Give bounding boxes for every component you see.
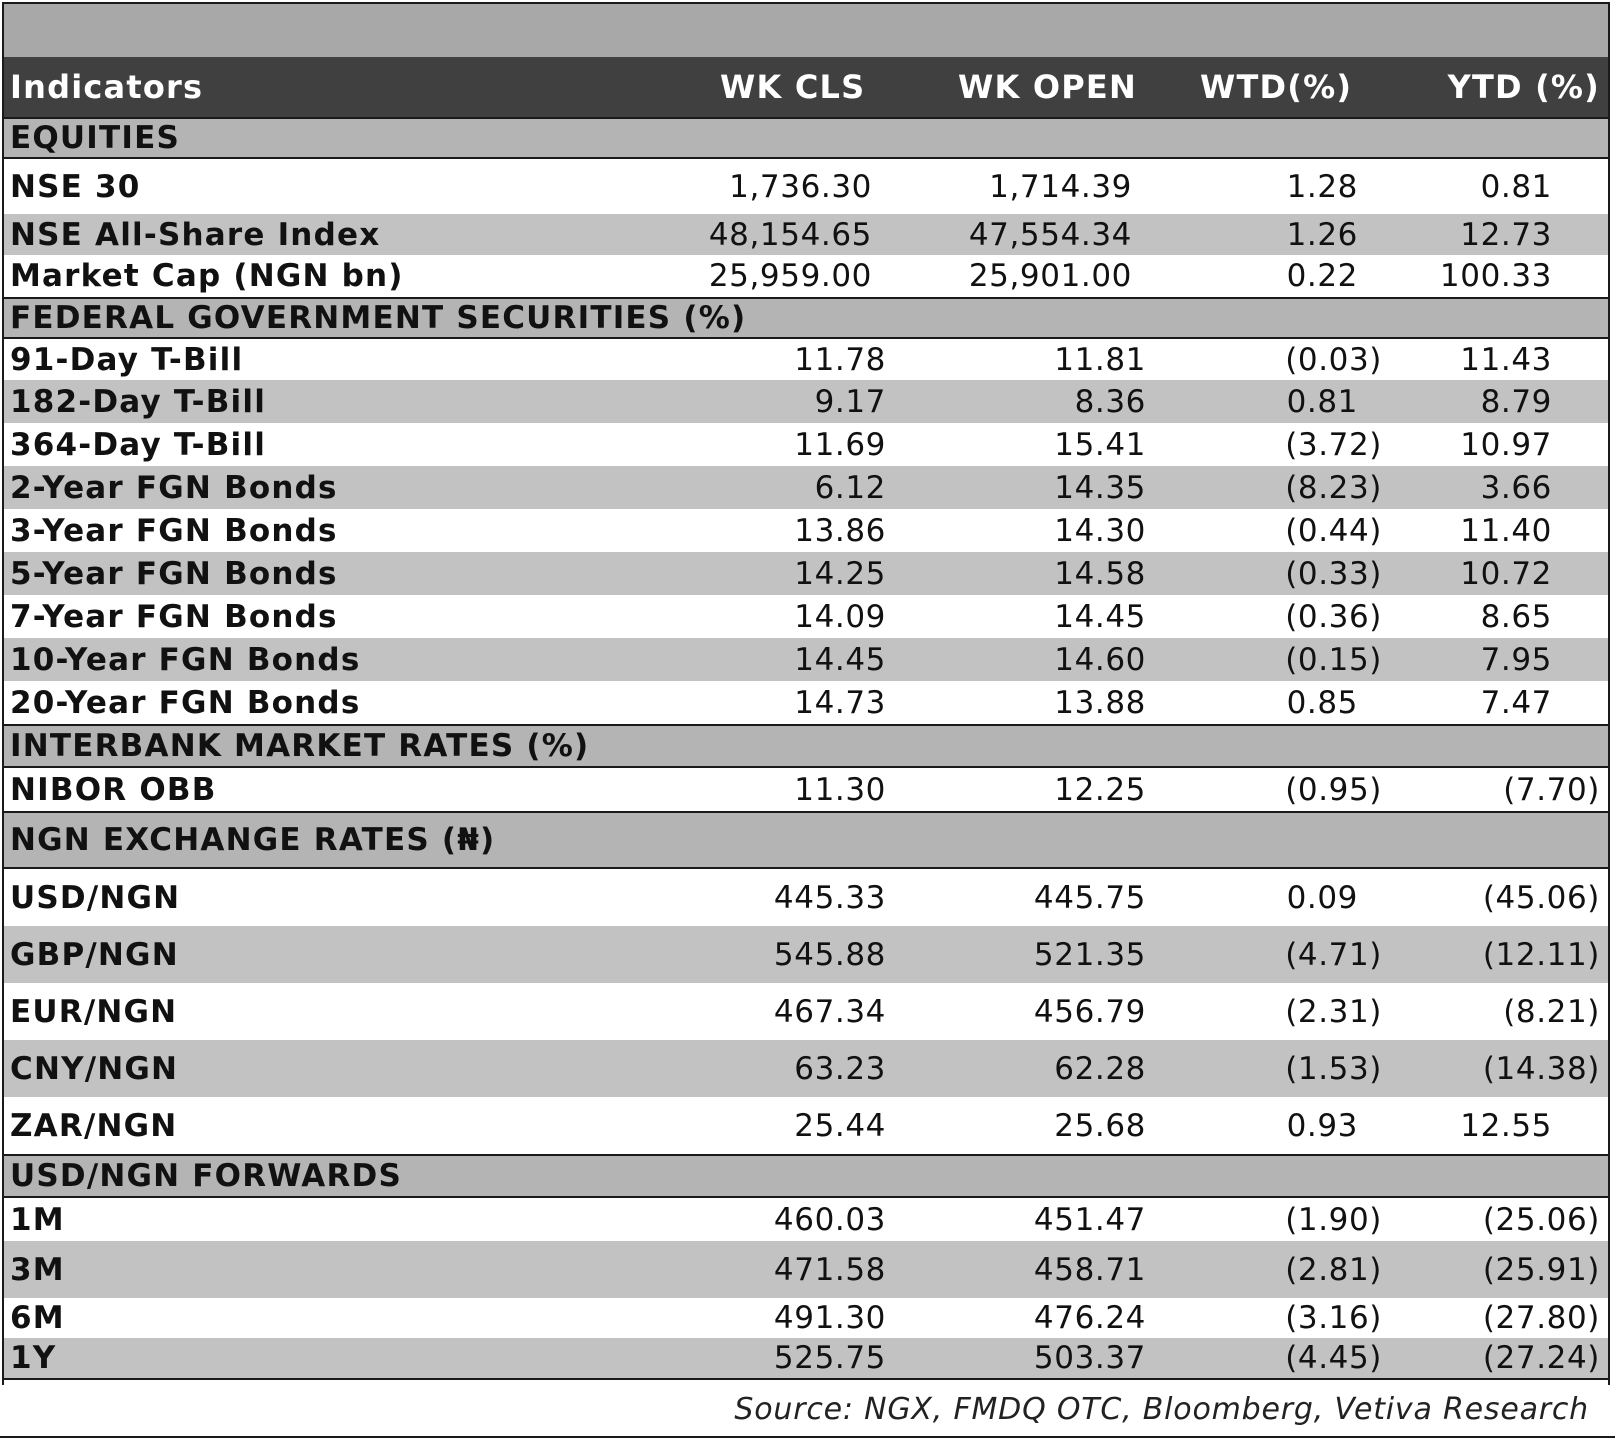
wk-open-value: 521.35 (1033, 936, 1146, 973)
header-wtd: WTD(%) (1200, 68, 1353, 106)
table-row (2, 1338, 1610, 1380)
row-label: GBP/NGN (10, 936, 179, 973)
ytd-value: (14.38) (1482, 1050, 1600, 1087)
table-row (2, 466, 1610, 509)
wk-open-value: 15.41 (1054, 426, 1146, 463)
wk-cls-value: 63.23 (794, 1050, 886, 1087)
wtd-value: (3.72) (1285, 426, 1382, 463)
ytd-value: (8.21) (1503, 993, 1600, 1030)
wk-cls-value: 25.44 (794, 1107, 886, 1144)
table-row (2, 423, 1610, 466)
bottom-rule (0, 1436, 1615, 1438)
table-row (2, 339, 1610, 380)
ytd-value: (25.06) (1482, 1201, 1600, 1238)
ytd-value: (25.91) (1482, 1251, 1600, 1288)
wtd-value: (2.81) (1285, 1251, 1382, 1288)
wk-cls-value: 471.58 (773, 1251, 886, 1288)
table-row (2, 1241, 1610, 1298)
row-label: 5-Year FGN Bonds (10, 555, 338, 592)
wtd-value: (1.53) (1285, 1050, 1382, 1087)
wk-cls-value: 14.25 (794, 555, 886, 592)
row-label: NIBOR OBB (10, 771, 217, 808)
market-indicators-table (2, 2, 1610, 1380)
ytd-value: 7.95 (1480, 641, 1552, 678)
wk-open-value: 25.68 (1054, 1107, 1146, 1144)
wtd-value: (0.95) (1285, 771, 1382, 808)
header-wk-cls: WK CLS (720, 68, 866, 106)
section-interbank-market-rates (2, 724, 1610, 768)
section-title: INTERBANK MARKET RATES (%) (10, 728, 590, 764)
wtd-value: 0.81 (1286, 383, 1358, 420)
section-ngn-exchange-rates (2, 811, 1610, 869)
row-label: EUR/NGN (10, 993, 178, 1030)
table-row (2, 1298, 1610, 1338)
section-usd-ngn-forwards (2, 1154, 1610, 1198)
table-row (2, 255, 1610, 297)
table-row (2, 768, 1610, 811)
row-label: Market Cap (NGN bn) (10, 258, 404, 294)
wk-open-value: 445.75 (1033, 879, 1146, 916)
wk-open-value: 14.35 (1054, 469, 1146, 506)
table-row (2, 159, 1610, 214)
row-label: 3-Year FGN Bonds (10, 512, 338, 549)
wtd-value: (0.36) (1285, 598, 1382, 635)
wk-open-value: 11.81 (1054, 341, 1146, 378)
ytd-value: 11.43 (1460, 341, 1552, 378)
wk-cls-value: 14.73 (794, 684, 886, 721)
ytd-value: (7.70) (1503, 771, 1600, 808)
wtd-value: (0.03) (1285, 341, 1382, 378)
table-row (2, 983, 1610, 1040)
wk-cls-value: 491.30 (773, 1300, 886, 1336)
wtd-value: 1.28 (1286, 168, 1358, 205)
wk-cls-value: 460.03 (773, 1201, 886, 1238)
row-label: NSE 30 (10, 168, 141, 205)
wk-cls-value: 545.88 (773, 936, 886, 973)
section-title: FEDERAL GOVERNMENT SECURITIES (%) (10, 300, 747, 336)
ytd-value: 7.47 (1480, 684, 1552, 721)
wtd-value: (1.90) (1285, 1201, 1382, 1238)
wk-open-value: 456.79 (1033, 993, 1146, 1030)
table-top-band (2, 2, 1610, 57)
table-row (2, 214, 1610, 255)
wk-cls-value: 48,154.65 (708, 216, 872, 253)
wtd-value: 1.26 (1286, 216, 1358, 253)
wk-cls-value: 6.12 (814, 469, 886, 506)
table-row (2, 552, 1610, 595)
wtd-value: (0.44) (1285, 512, 1382, 549)
wtd-value: (3.16) (1285, 1300, 1382, 1336)
table-row (2, 1198, 1610, 1241)
wtd-value: (8.23) (1285, 469, 1382, 506)
wk-open-value: 476.24 (1033, 1300, 1146, 1336)
wk-open-value: 14.60 (1054, 641, 1146, 678)
wk-cls-value: 525.75 (773, 1340, 886, 1376)
row-label: 364-Day T-Bill (10, 426, 267, 463)
header-ytd: YTD (%) (1447, 68, 1600, 106)
wk-open-value: 8.36 (1074, 383, 1146, 420)
source-note: Source: NGX, FMDQ OTC, Bloomberg, Vetiva Research (734, 1392, 1589, 1427)
table-row (2, 1097, 1610, 1154)
table-row (2, 926, 1610, 983)
wk-open-value: 14.30 (1054, 512, 1146, 549)
row-label: USD/NGN (10, 879, 181, 916)
wtd-value: (0.15) (1285, 641, 1382, 678)
wk-open-value: 47,554.34 (968, 216, 1132, 253)
table-row (2, 869, 1610, 926)
ytd-value: 100.33 (1439, 258, 1552, 294)
section-title: USD/NGN FORWARDS (10, 1158, 403, 1194)
section-federal-government-securities (2, 297, 1610, 339)
wtd-value: 0.22 (1286, 258, 1358, 294)
wtd-value: 0.93 (1286, 1107, 1358, 1144)
ytd-value: 8.65 (1480, 598, 1552, 635)
ytd-value: 12.73 (1460, 216, 1552, 253)
row-label: 1Y (10, 1340, 57, 1376)
wk-open-value: 14.58 (1054, 555, 1146, 592)
wk-open-value: 13.88 (1054, 684, 1146, 721)
table-row (2, 509, 1610, 552)
wk-cls-value: 445.33 (773, 879, 886, 916)
wtd-value: 0.85 (1286, 684, 1358, 721)
ytd-value: 3.66 (1480, 469, 1552, 506)
ytd-value: (27.80) (1482, 1300, 1600, 1336)
ytd-value: 10.72 (1460, 555, 1552, 592)
ytd-value: (12.11) (1482, 936, 1600, 973)
wk-open-value: 62.28 (1054, 1050, 1146, 1087)
row-label: ZAR/NGN (10, 1107, 178, 1144)
wk-cls-value: 1,736.30 (729, 168, 872, 205)
wk-cls-value: 11.30 (794, 771, 886, 808)
ytd-value: (45.06) (1482, 879, 1600, 916)
header-wk-open: WK OPEN (958, 68, 1137, 106)
ytd-value: 0.81 (1480, 168, 1552, 205)
ytd-value: 11.40 (1460, 512, 1552, 549)
wtd-value: 0.09 (1286, 879, 1358, 916)
row-label: 91-Day T-Bill (10, 341, 244, 378)
section-title: EQUITIES (10, 120, 181, 156)
wk-cls-value: 14.45 (794, 641, 886, 678)
ytd-value: 10.97 (1460, 426, 1552, 463)
wtd-value: (4.45) (1285, 1340, 1382, 1376)
wk-cls-value: 467.34 (773, 993, 886, 1030)
table-row (2, 638, 1610, 681)
table-row (2, 380, 1610, 423)
row-label: 182-Day T-Bill (10, 383, 267, 420)
wk-open-value: 458.71 (1033, 1251, 1146, 1288)
wk-open-value: 503.37 (1033, 1340, 1146, 1376)
table-left-border (2, 2, 4, 1385)
row-label: 10-Year FGN Bonds (10, 641, 361, 678)
wtd-value: (0.33) (1285, 555, 1382, 592)
table-row (2, 1040, 1610, 1097)
wk-open-value: 25,901.00 (968, 258, 1132, 294)
row-label: 2-Year FGN Bonds (10, 469, 338, 506)
wk-open-value: 12.25 (1054, 771, 1146, 808)
ytd-value: 12.55 (1460, 1107, 1552, 1144)
table-right-border (1608, 2, 1610, 1385)
row-label: CNY/NGN (10, 1050, 179, 1087)
wk-cls-value: 25,959.00 (708, 258, 872, 294)
wk-open-value: 14.45 (1054, 598, 1146, 635)
row-label: 1M (10, 1201, 65, 1238)
table-header-row (2, 57, 1610, 117)
wk-cls-value: 13.86 (794, 512, 886, 549)
wk-open-value: 451.47 (1033, 1201, 1146, 1238)
row-label: 6M (10, 1300, 65, 1336)
ytd-value: 8.79 (1480, 383, 1552, 420)
ytd-value: (27.24) (1482, 1340, 1600, 1376)
wtd-value: (4.71) (1285, 936, 1382, 973)
wk-cls-value: 11.69 (794, 426, 886, 463)
row-label: 7-Year FGN Bonds (10, 598, 338, 635)
row-label: 3M (10, 1251, 65, 1288)
section-title: NGN EXCHANGE RATES (₦) (10, 822, 496, 858)
wk-cls-value: 14.09 (794, 598, 886, 635)
section-equities (2, 117, 1610, 159)
table-row (2, 681, 1610, 724)
wk-open-value: 1,714.39 (989, 168, 1132, 205)
row-label: NSE All-Share Index (10, 216, 381, 253)
table-row (2, 595, 1610, 638)
header-indicators: Indicators (10, 68, 204, 106)
wtd-value: (2.31) (1285, 993, 1382, 1030)
wk-cls-value: 11.78 (794, 341, 886, 378)
row-label: 20-Year FGN Bonds (10, 684, 361, 721)
wk-cls-value: 9.17 (814, 383, 886, 420)
